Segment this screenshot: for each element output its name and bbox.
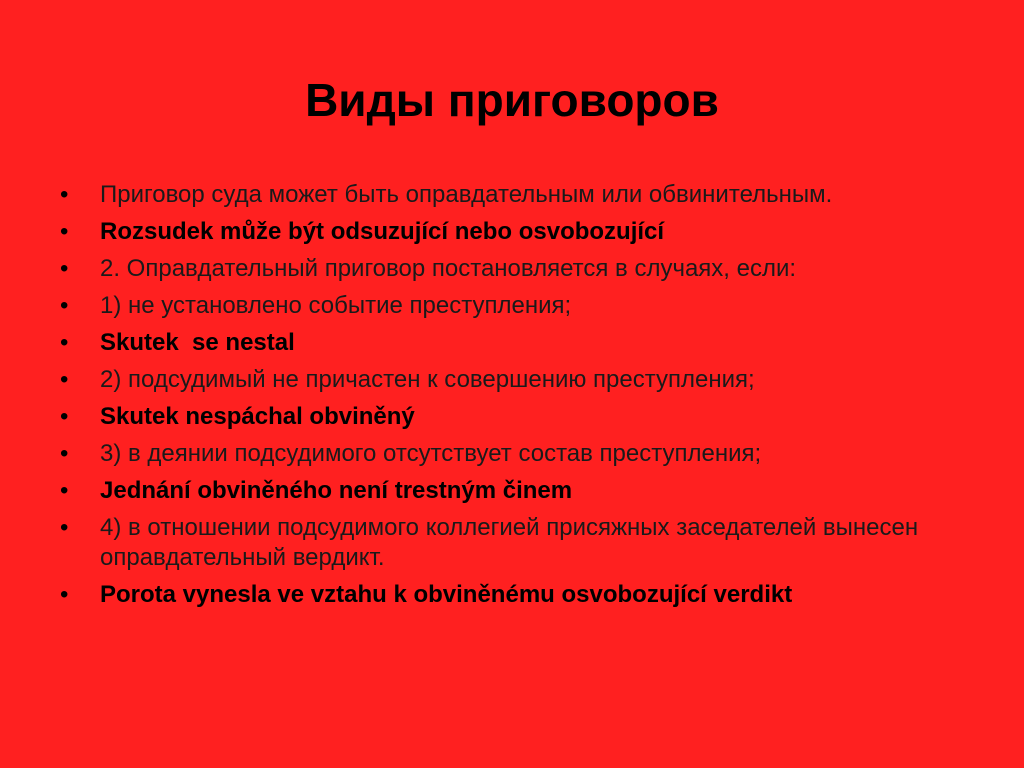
bullet-item <box>60 328 980 358</box>
bullet-dot-icon: • <box>60 440 69 467</box>
bullet-item <box>60 476 980 506</box>
bullet-item <box>60 291 980 321</box>
bullet-list <box>60 180 980 617</box>
slide-title: Виды приговоров <box>305 74 719 126</box>
bullet-text: Skutek se nestal <box>100 329 295 356</box>
bullet-dot-icon: • <box>60 292 69 319</box>
bullet-dot-icon: • <box>60 218 69 245</box>
bullet-item <box>60 580 980 610</box>
bullet-text: 2) подсудимый не причастен к совершению преступления; <box>100 366 755 393</box>
bullet-dot-icon: • <box>60 329 69 356</box>
bullet-dot-icon: • <box>60 255 69 282</box>
bullet-text: Приговор суда может быть оправдательным или обвинительным. <box>100 181 833 208</box>
bullet-text: 3) в деянии подсудимого отсутствует состав преступления; <box>100 440 762 467</box>
bullet-text: 1) не установлено событие преступления; <box>100 292 572 319</box>
bullet-item <box>60 402 980 432</box>
bullet-dot-icon: • <box>60 581 69 608</box>
bullet-item <box>60 254 980 284</box>
bullet-text: Skutek nespáchal obviněný <box>100 403 415 430</box>
bullet-dot-icon: • <box>60 477 69 504</box>
bullet-dot-icon: • <box>60 403 69 430</box>
bullet-item <box>60 513 980 573</box>
bullet-text: Jednání obviněného není trestným činem <box>100 477 573 504</box>
bullet-item <box>60 365 980 395</box>
bullet-dot-icon: • <box>60 514 69 541</box>
bullet-dot-icon: • <box>60 181 69 208</box>
bullet-item <box>60 217 980 247</box>
bullet-text: 4) в отношении подсудимого коллегией присяжных заседателей вынесен оправдательный вердикт. <box>100 514 919 571</box>
bullet-text: Rozsudek může být odsuzující nebo osvobozující <box>100 218 665 245</box>
bullet-item <box>60 180 980 210</box>
bullet-text: Porota vynesla ve vztahu k obviněnému osvobozující verdikt <box>100 581 793 608</box>
bullet-item <box>60 439 980 469</box>
bullet-dot-icon: • <box>60 366 69 393</box>
bullet-text: 2. Оправдательный приговор постановляется в случаях, если: <box>100 255 797 282</box>
